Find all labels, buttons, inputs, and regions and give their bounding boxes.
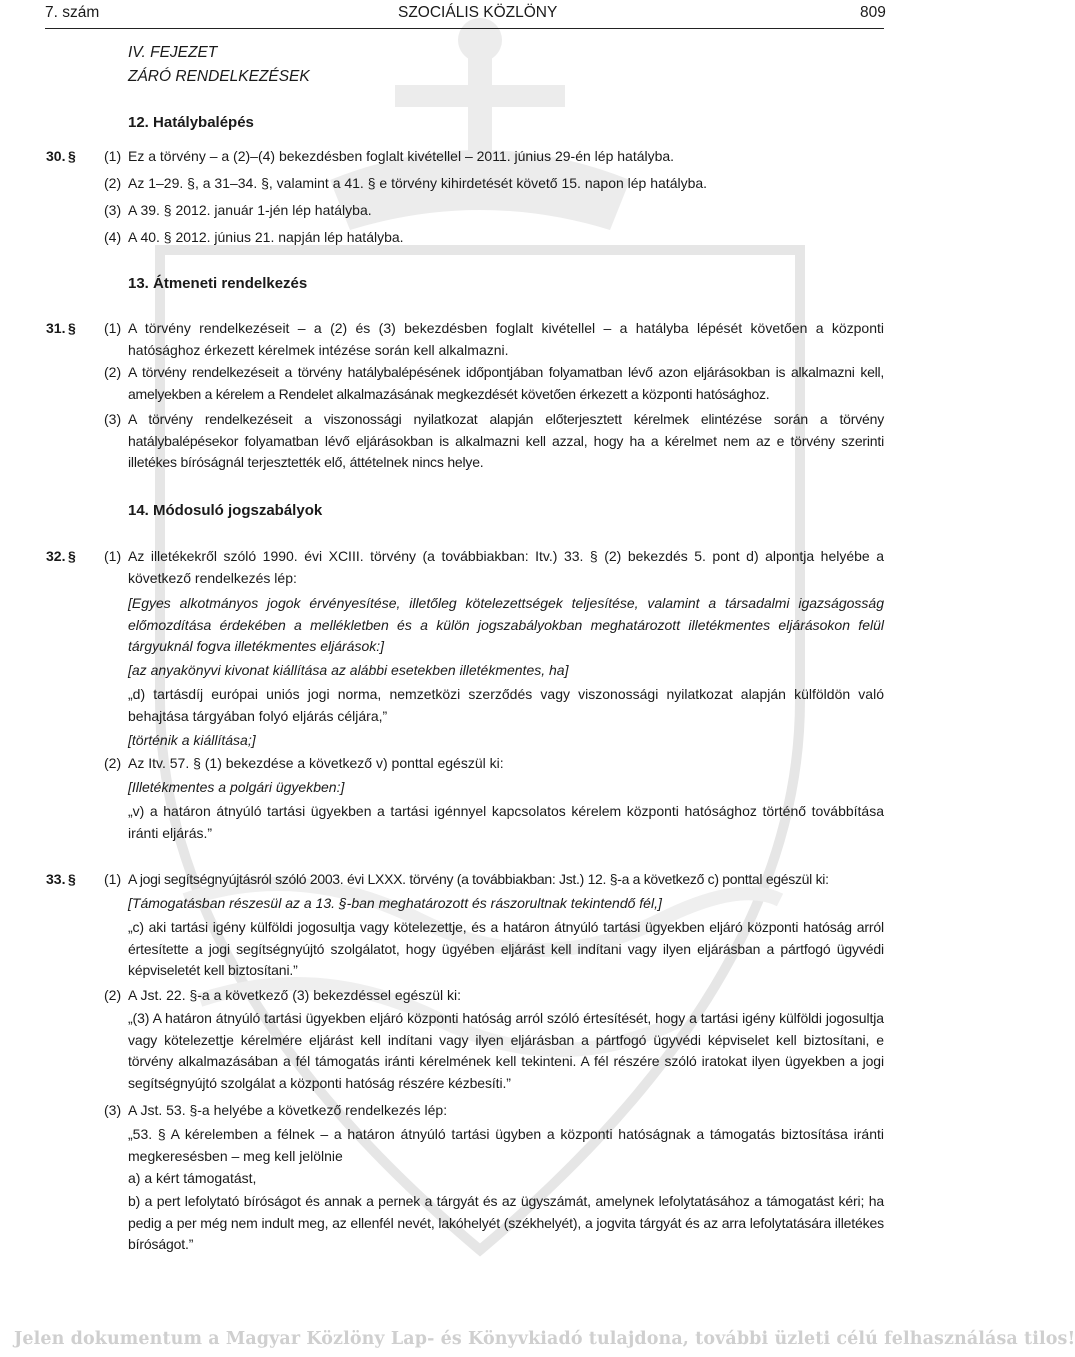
section-32-para-2-quote: „v) a határon átnyúló tartási ügyekben a tartási igénnyel kapcsolatos kérelem központi hatósághoz történő továbbítása iránti eljárás.” — [128, 803, 884, 841]
section-33-para-3-item-a: a) a kért támogatást, — [128, 1170, 257, 1186]
section-heading-12: 12. Hatálybalépés — [128, 114, 254, 131]
para-label: (1) — [104, 548, 122, 564]
section-30-para-1: Ez a törvény – a (2)–(4) bekezdésben foglalt kivétellel – 2011. június 29-én lép hatályba. — [128, 148, 675, 164]
para-label: (1) — [104, 320, 122, 336]
para-label: (1) — [104, 871, 122, 887]
para-label: (3) — [104, 411, 122, 427]
section-33-para-2: A Jst. 22. §-a a következő (3) bekezdéssel egészül ki: — [128, 987, 462, 1003]
section-sign: § — [68, 548, 76, 564]
section-32-para-1-context-3: [történik a kiállítása;] — [128, 732, 256, 748]
section-30-para-2: Az 1–29. §, a 31–34. §, valamint a 41. § e törvény kihirdetését követő 15. napon lép hatályba. — [128, 175, 708, 191]
section-33-para-1: A jogi segítségnyújtásról szóló 2003. évi LXXX. törvény (a továbbiakban: Jst.) 12. §-a a következő c) ponttal egészül ki: — [128, 871, 829, 887]
section-number-33: 33. — [46, 871, 66, 887]
para-label: (2) — [104, 175, 122, 191]
para-label: (2) — [104, 755, 122, 771]
section-31-para-2: A törvény rendelkezéseit a törvény hatálybalépésének időpontjában folyamatban lévő azon eljárásokban is alkalmazni kell, amelyekben a kérelem a Rendelet alkalmazásának megkezdését követően érkezett a központi hatósághoz. — [128, 364, 884, 402]
section-31-para-3: A törvény rendelkezéseit a viszonossági nyilatkozat alapján előterjesztett kérelmek elintézése során a törvény hatálybalépésekor folyamatban lévő eljárásokban is alkalmazni kell azzal, hogy ha a kérelmet nem az e törvény szerinti illetékes bíróságnál terjesztették elő, áttételnek nincs helye. — [128, 411, 884, 470]
section-number-32: 32. — [46, 548, 66, 564]
section-33-para-2-quote: „(3) A határon átnyúló tartási ügyekben eljáró központi hatóság arról szóló értesítését, hogy a tartási igény külföldi jogosultja vagy kötelezettje kérelmére eljárást kell indítani vagy ilyen eljárásban a pártfogó ügyvédi képviselet kell biztosítani, e törvény alkalmazásában a fél támogatás iránti kérelmének kell tekinteni. A fél részére szóló iratokat ilyen ügyekben a jogi segítségnyújtó szolgálat a központi hatóság részére kézbesíti.” — [128, 1010, 884, 1091]
section-32-para-2-context: [Illetékmentes a polgári ügyekben:] — [128, 779, 345, 795]
section-33-para-1-quote: „c) aki tartási igény külföldi jogosultja vagy kötelezettje, és a határon átnyúló tartási ügyekben eljáró központi hatóság arról értesítette a jogi segítségnyújtó szolgálatot, hogy ügyében eljárást kell indítani vagy ilyen eljárásban a pártfogó ügyvédi képviseletét kell biztosítani.” — [128, 919, 884, 978]
section-heading-14: 14. Módosuló jogszabályok — [128, 502, 323, 519]
section-sign: § — [68, 320, 76, 336]
section-32-para-1-quote: „d) tartásdíj európai uniós jogi norma, nemzetközi szerződés vagy viszonossági nyilatkozat alapján külföldön való behajtása tárgyában folyó eljárás céljára,” — [128, 686, 884, 724]
section-number-30: 30. — [46, 148, 66, 164]
para-label: (3) — [104, 1102, 122, 1118]
section-33-para-3-quote: „53. § A kérelemben a félnek – a határon átnyúló tartási ügyben a központi hatóságnak a támogatás biztosítása iránti megkeresésben – meg kell jelölnie — [128, 1126, 884, 1164]
ownership-notice-footer: Jelen dokumentum a Magyar Közlöny Lap- és Könyvkiadó tulajdona, további üzleti célú felhasználása tilos! — [14, 1329, 1075, 1349]
para-label: (4) — [104, 229, 122, 245]
section-33-para-1-context: [Támogatásban részesül az a 13. §-ban meghatározott és rászorultnak tekintendő fél,] — [128, 895, 662, 911]
section-32-para-2: Az Itv. 57. § (1) bekezdése a következő v) ponttal egészül ki: — [128, 755, 504, 771]
section-32-para-1: Az illetékekről szóló 1990. évi XCIII. törvény (a továbbiakban: Itv.) 33. § (2) bekezdés 5. pont d) alpontja helyébe a következő rendelkezés lép: — [128, 548, 884, 586]
para-label: (2) — [104, 364, 122, 380]
para-label: (2) — [104, 987, 122, 1003]
section-number-31: 31. — [46, 320, 66, 336]
section-sign: § — [68, 148, 76, 164]
section-30-para-3: A 39. § 2012. január 1-jén lép hatályba. — [128, 202, 372, 218]
section-sign: § — [68, 871, 76, 887]
section-33-para-3-item-b: b) a pert lefolytató bíróságot és annak a pernek a tárgyát és az ügyszámát, amelynek lefolytatásához a támogatást kéri; ha pedig a per még nem indult meg, az ellenfél nevét, lakóhelyét (székhelyét), a jogvita tárgyát és az arra lefolytatására illetékes bíróságot.” — [128, 1193, 884, 1252]
para-label: (3) — [104, 202, 122, 218]
section-32-para-1-context: [Egyes alkotmányos jogok érvényesítése, illetőleg kötelezettségek teljesítése, valamint a társadalmi igazságosság előmozdítása érdekében a mellékletben és a külön jogszabályokban meghatározott illetékmentes eljárásokon felül tárgyuknál fogva illetékmentes eljárások:] — [128, 595, 884, 654]
header-divider — [45, 28, 884, 29]
chapter-title: ZÁRÓ RENDELKEZÉSEK — [128, 68, 310, 85]
section-32-para-1-context-2: [az anyakönyvi kivonat kiállítása az alábbi esetekben illetékmentes, ha] — [128, 662, 569, 678]
header-page-number: 809 — [860, 4, 886, 21]
chapter-label: IV. FEJEZET — [128, 44, 218, 61]
para-label: (1) — [104, 148, 122, 164]
section-33-para-3: A Jst. 53. §-a helyébe a következő rendelkezés lép: — [128, 1102, 448, 1118]
section-heading-13: 13. Átmeneti rendelkezés — [128, 275, 308, 292]
section-31-para-1: A törvény rendelkezéseit – a (2) és (3) bekezdésben foglalt kivétellel – a hatályba lépését követően a központi hatósághoz érkezett kérelmek intézése során kell alkalmazni. — [128, 320, 884, 358]
header-issue-number: 7. szám — [45, 4, 100, 21]
section-30-para-4: A 40. § 2012. június 21. napján lép hatályba. — [128, 229, 404, 245]
header-publication-title: SZOCIÁLIS KÖZLÖNY — [398, 4, 558, 21]
